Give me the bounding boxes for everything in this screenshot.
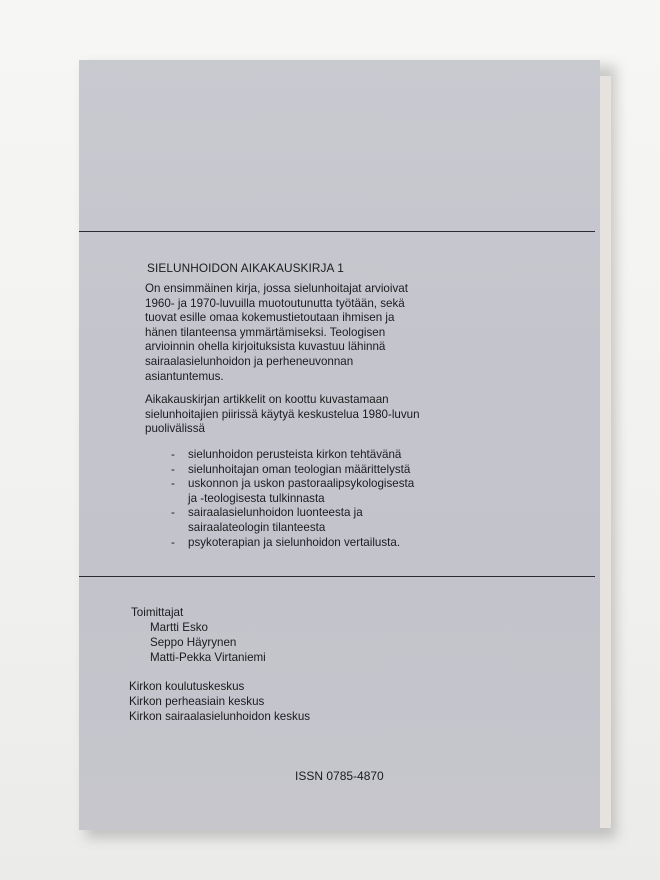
top-divider <box>79 231 595 232</box>
articles-line: Aikakauskirjan artikkelit on koottu kuvastamaan <box>145 393 389 406</box>
topic-text-continued: ja -teologisesta tulkinnasta <box>188 491 325 505</box>
book-back-cover <box>79 60 600 830</box>
editor-name: Seppo Häyrynen <box>150 636 237 649</box>
topic-item <box>171 477 414 492</box>
topic-text: sielunhoidon perusteista kirkon tehtävänä <box>188 448 402 461</box>
intro-line: 1960- ja 1970-luvuilla muotoutunutta työtään, sekä <box>145 296 405 310</box>
topic-item <box>171 463 414 478</box>
topic-item <box>171 448 414 463</box>
articles-line: sielunhoitajien piirissä käytyä keskustelua 1980-luvun <box>145 407 420 421</box>
intro-line: On ensimmäinen kirja, jossa sielunhoitajat arvioivat <box>145 282 408 295</box>
editor-name: Matti-Pekka Virtaniemi <box>150 651 266 664</box>
topic-dash: - <box>171 506 175 520</box>
intro-line: tuovat esille omaa kokemustietoutaan ihmisen ja <box>145 311 395 325</box>
topic-dash: - <box>171 462 175 476</box>
intro-line: sairaalasielunhoidon ja perheneuvonnan <box>145 354 354 368</box>
issn-number: ISSN 0785-4870 <box>295 769 384 783</box>
topic-dash: - <box>171 535 175 549</box>
series-title: SIELUNHOIDON AIKAKAUSKIRJA 1 <box>147 261 344 275</box>
topic-text: psykoterapian ja sielunhoidon vertailusta. <box>188 535 401 549</box>
intro-line: asiantuntemus. <box>145 369 224 383</box>
topic-dash: - <box>171 477 175 491</box>
topic-text: sielunhoitajan oman teologian määrittelystä <box>188 462 411 476</box>
editors-heading: Toimittajat <box>131 606 184 619</box>
editor-name: Martti Esko <box>150 621 208 634</box>
organization-name: Kirkon koulutuskeskus <box>129 680 245 693</box>
topic-text: uskonnon ja uskon pastoraalipsykologisesta <box>188 477 415 491</box>
intro-line: hänen tilanteensa ymmärtämiseksi. Teologisen <box>145 325 386 339</box>
topic-text-continued: sairaalateologin tilanteesta <box>188 520 326 534</box>
organization-name: Kirkon sairaalasielunhoidon keskus <box>129 710 311 723</box>
topic-item <box>171 536 414 551</box>
topic-text: sairaalasielunhoidon luonteesta ja <box>188 506 363 520</box>
topic-list <box>171 448 414 550</box>
organization-name: Kirkon perheasiain keskus <box>129 695 265 708</box>
intro-line: arvioinnin ohella kirjoituksista kuvastuu lähinnä <box>145 340 386 354</box>
articles-paragraph <box>145 393 420 437</box>
articles-line: puolivälissä <box>145 422 205 436</box>
middle-divider <box>79 576 595 577</box>
topic-item <box>171 506 414 521</box>
topic-dash: - <box>171 448 175 461</box>
intro-paragraph <box>145 282 408 384</box>
